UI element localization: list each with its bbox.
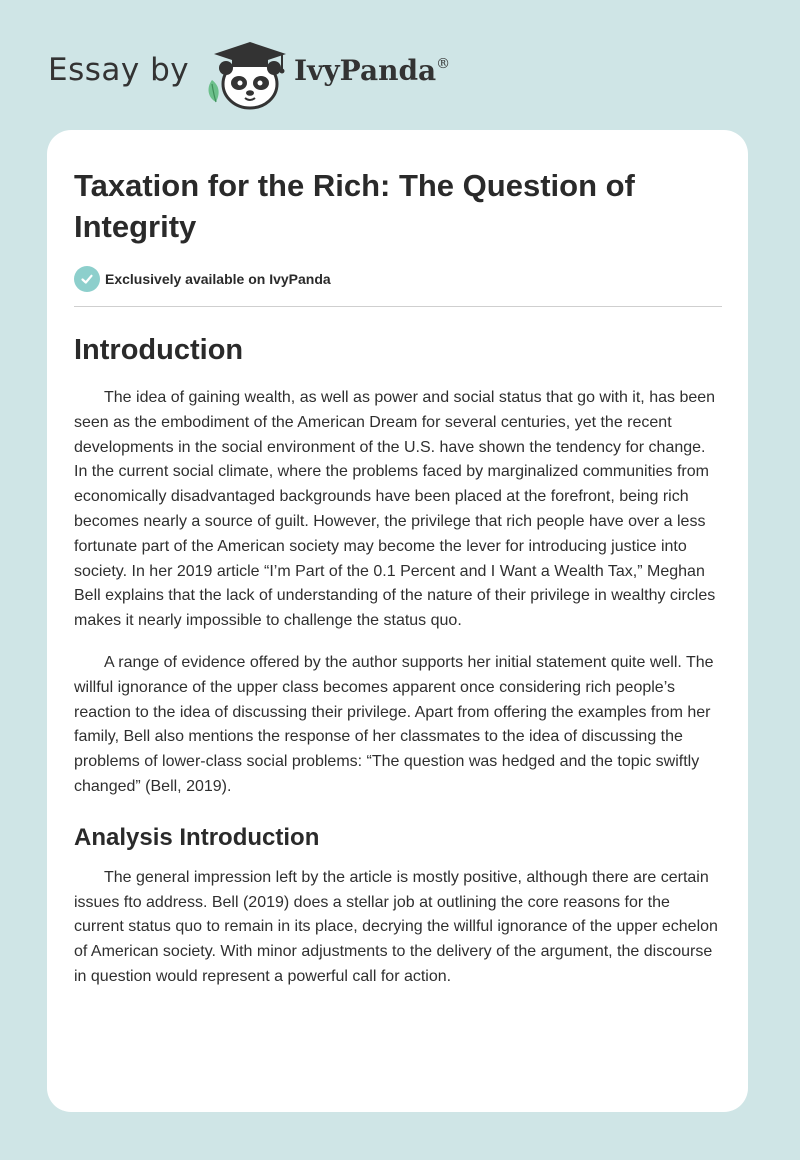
section-heading-introduction: Introduction	[74, 334, 244, 366]
paragraph: The idea of gaining wealth, as well as power and social status that go with it, has been seen as the embodiment of the American Dream for several centuries, yet the recent developments in the social environment of the U.S. have shown the tendency for change. In the current social climate, where the problems faced by marginalized communities from economically disadvantaged backgrounds have been placed at the forefront, being rich becomes nearly a source of guilt. However, the privilege that rich people have over a less fortunate part of the American society may become the lever for introducing justice into society. In her 2019 article “I’m Part of the 0.1 Percent and I Want a Wealth Tax,” Meghan Bell explains that the lack of understanding of the nature of their privilege in wealthy circles makes it nearly impossible to challenge the status quo.	[74, 389, 716, 630]
essay-by-label: Essay by	[48, 52, 190, 88]
exclusive-label: Exclusively available on IvyPanda	[105, 271, 331, 287]
site-header	[48, 34, 548, 114]
exclusive-badge	[74, 265, 722, 293]
essay-content	[74, 130, 722, 990]
divider	[74, 306, 722, 307]
check-icon	[74, 266, 100, 292]
brand-name[interactable]: IvyPanda®	[294, 54, 451, 87]
ivypanda-logo-icon[interactable]	[204, 38, 292, 110]
essay-card	[47, 130, 748, 1112]
section-heading-analysis-introduction: Analysis Introduction	[74, 823, 320, 851]
page-title: Taxation for the Rich: The Question of Integrity	[74, 168, 635, 244]
paragraph: A range of evidence offered by the author supports her initial statement quite well. The willful ignorance of the upper class becomes apparent once considering rich people’s reaction to the idea of discussing their privilege. Apart from offering the examples from her family, Bell also mentions the response of her classmates to the idea of discussing the problems of lower-class social problems: “The question was hedged and the topic swiftly changed” (Bell, 2019).	[74, 653, 714, 795]
registered-mark: ®	[436, 56, 451, 72]
paragraph: The general impression left by the article is mostly positive, although there are certain issues fto address. Bell (2019) does a stellar job at outlining the core reasons for the current status quo to remain in its place, decrying the willful ignorance of the upper echelon of American society. With minor adjustments to the delivery of the argument, the discourse in question would represent a powerful call for action.	[74, 868, 718, 985]
